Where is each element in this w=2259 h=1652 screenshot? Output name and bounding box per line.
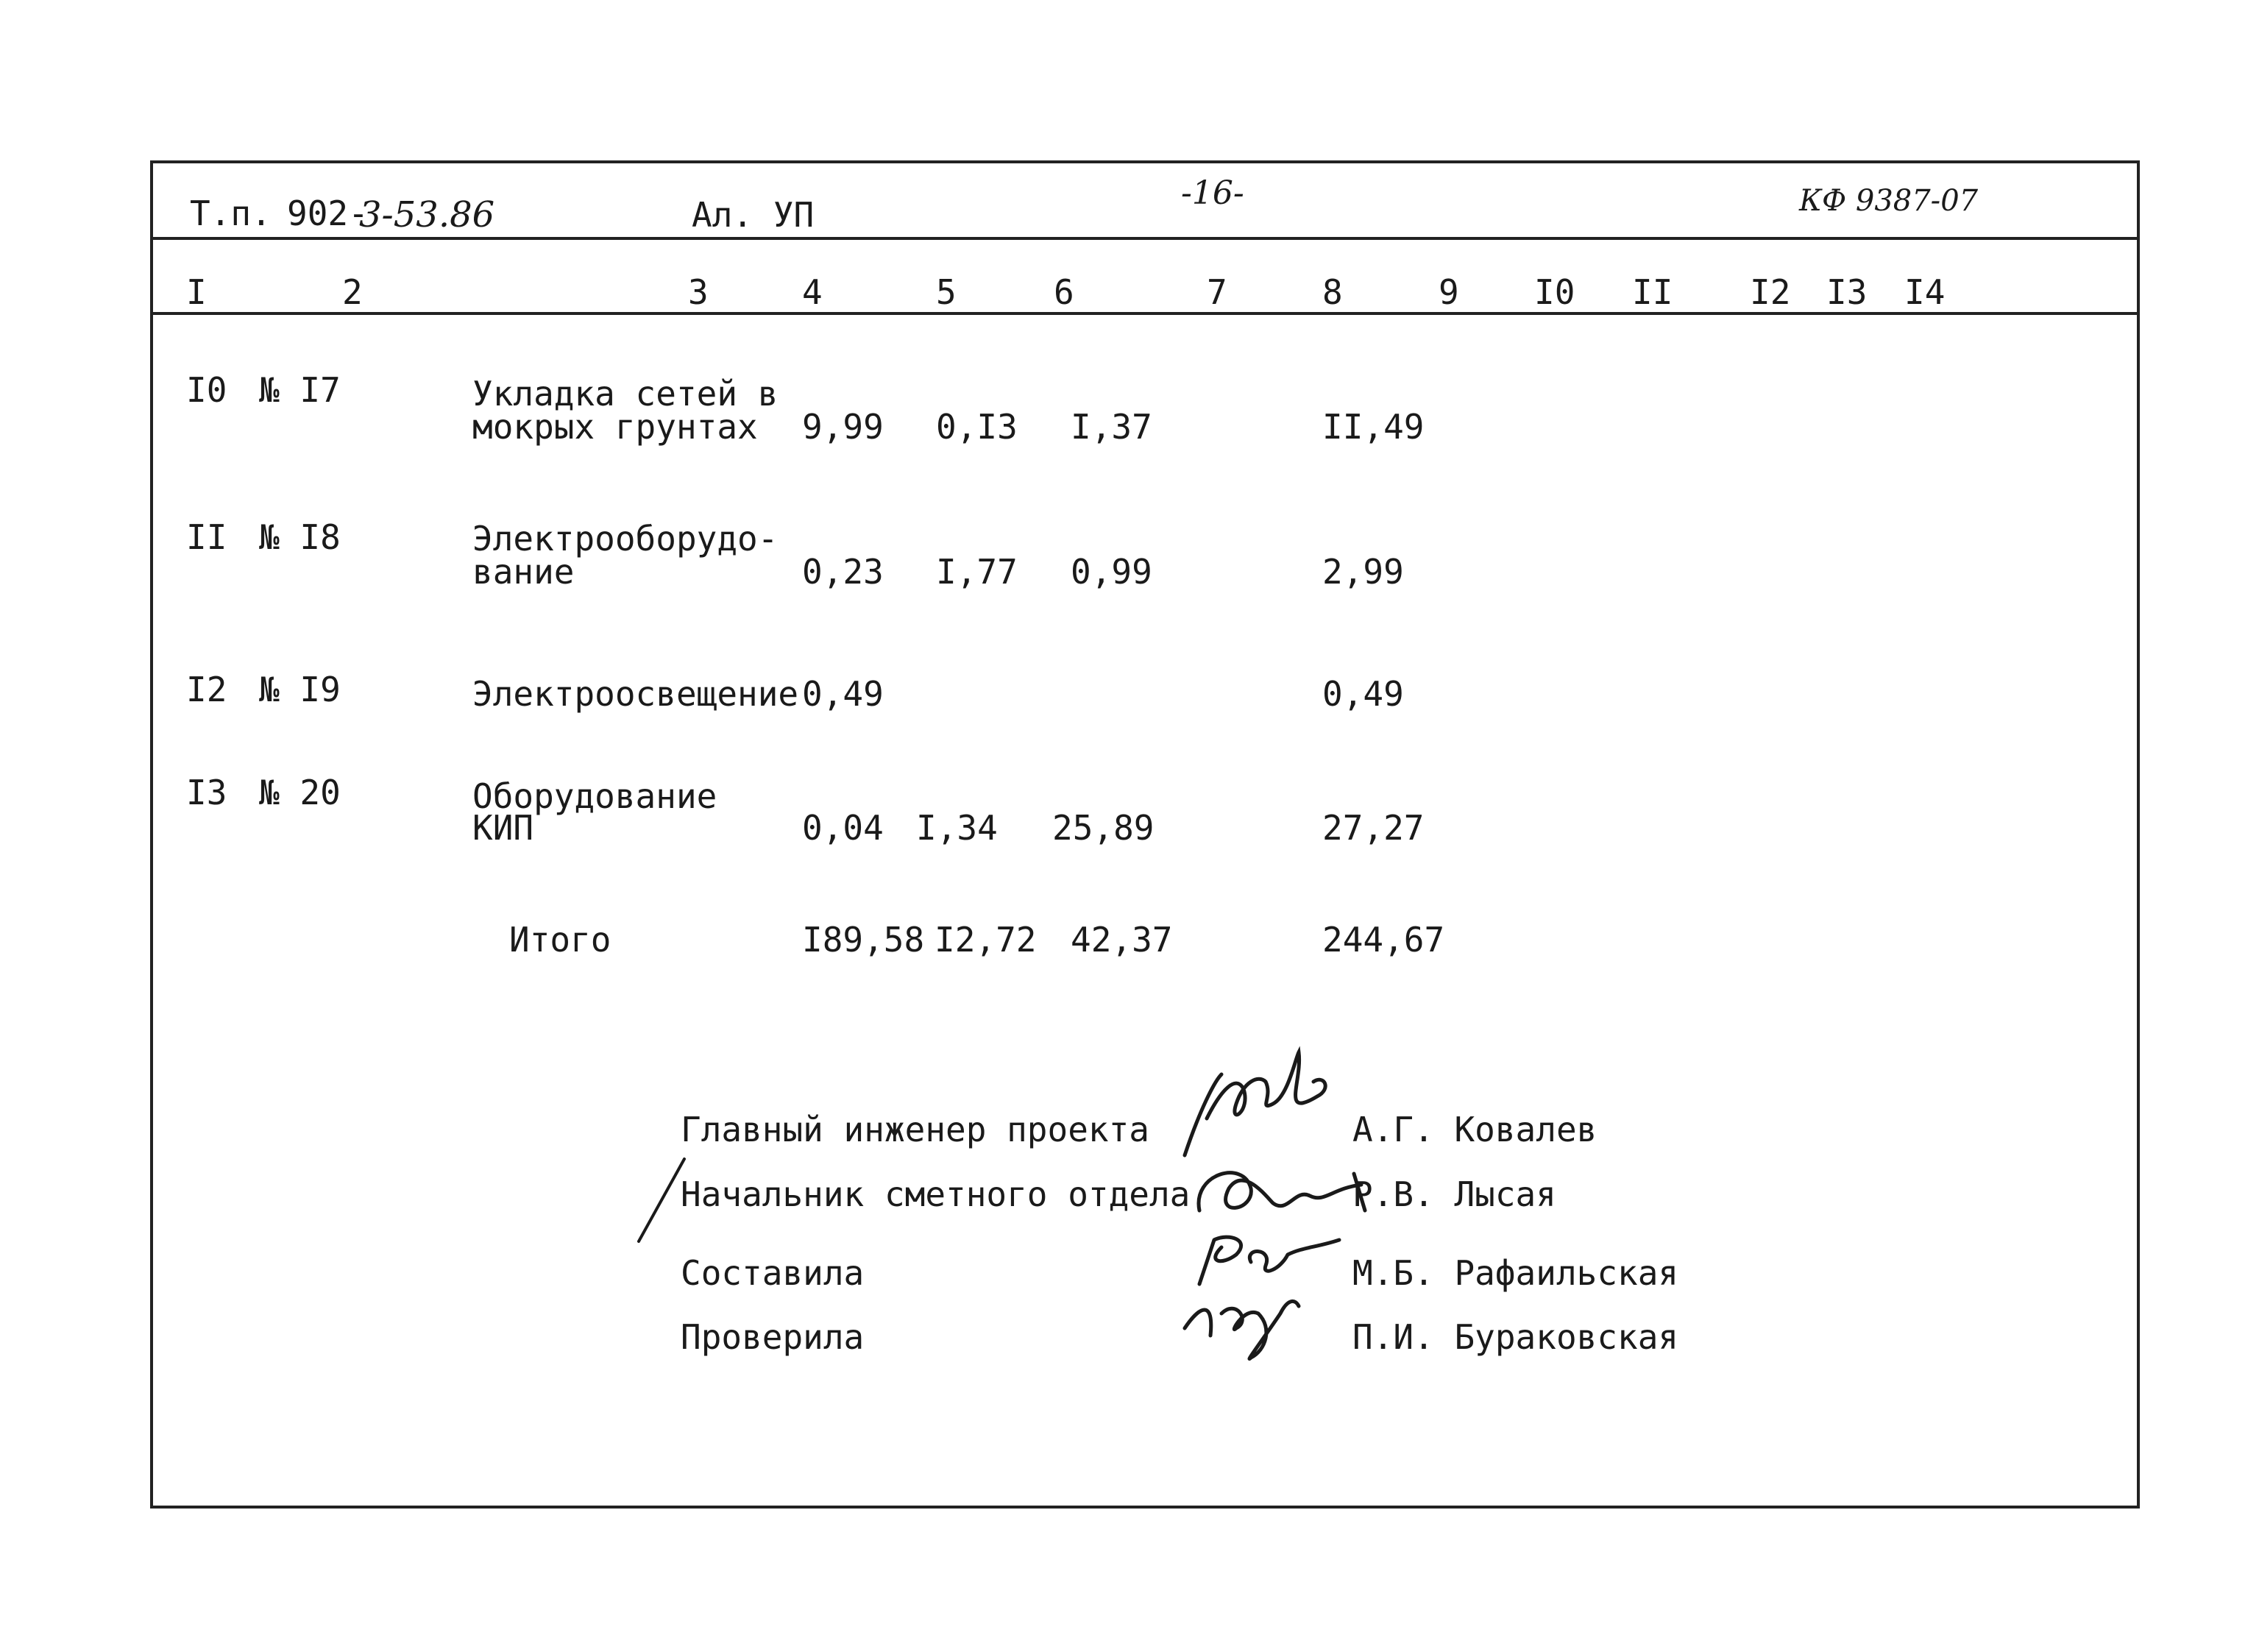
project-number-handwritten: 3-53.86 <box>359 194 495 235</box>
col-6: 6 <box>1054 272 1074 312</box>
table-row-c5: 0,I3 <box>936 407 1018 447</box>
table-row-c6: I,37 <box>1071 407 1152 447</box>
col-12: I2 <box>1750 272 1791 312</box>
table-row-name: Электрооборудо- <box>472 519 779 559</box>
signature-role: Главный инженер проекта <box>681 1110 1149 1149</box>
handwritten-signature-2 <box>1185 1144 1376 1233</box>
col-3: 3 <box>688 272 709 312</box>
table-row-name-cont: вание <box>472 552 575 592</box>
table-row-c8: 27,27 <box>1322 808 1425 848</box>
table-row-name: Укладка сетей в <box>472 374 779 414</box>
table-row-ref: № I8 <box>259 517 341 557</box>
header-divider <box>153 237 2140 240</box>
table-row-c4: 0,49 <box>802 674 884 714</box>
signature-person: А.Г. Ковалев <box>1352 1110 1597 1149</box>
table-row-name: Оборудование <box>472 776 717 816</box>
margin-slash-mark <box>633 1152 692 1247</box>
table-row-name-cont: мокрых грунтах <box>472 407 758 447</box>
total-c4: I89,58 <box>802 920 925 960</box>
table-row-c6: 0,99 <box>1071 552 1152 592</box>
table-row-c6: 25,89 <box>1052 808 1155 848</box>
table-row-name-cont: КИП <box>472 808 534 848</box>
signature-role: Проверила <box>681 1317 865 1357</box>
table-row-name: Электроосвещение <box>472 674 799 714</box>
table-row-c8: II,49 <box>1322 407 1425 447</box>
column-header-divider <box>153 312 2140 315</box>
table-row-num: II <box>186 517 227 557</box>
col-1: I <box>186 272 207 312</box>
col-13: I3 <box>1826 272 1868 312</box>
total-c6: 42,37 <box>1071 920 1173 960</box>
table-row-c4: 0,23 <box>802 552 884 592</box>
col-10: I0 <box>1534 272 1575 312</box>
table-row-ref: № I7 <box>259 370 341 410</box>
col-5: 5 <box>936 272 957 312</box>
table-row-num: I2 <box>186 670 227 709</box>
table-row-ref: № 20 <box>259 773 341 812</box>
col-4: 4 <box>802 272 823 312</box>
table-row-c5: I,34 <box>916 808 998 848</box>
document-code: КФ 9387-07 <box>1799 184 1979 218</box>
tp-label: Т.п. <box>190 194 272 233</box>
table-row-c8: 2,99 <box>1322 552 1404 592</box>
table-row-c8: 0,49 <box>1322 674 1404 714</box>
col-11: II <box>1632 272 1673 312</box>
table-row-c4: 9,99 <box>802 407 884 447</box>
signature-person: П.И. Бураковская <box>1352 1317 1679 1357</box>
handwritten-signature-3 <box>1170 1225 1361 1372</box>
table-row-num: I3 <box>186 773 227 812</box>
col-7: 7 <box>1207 272 1227 312</box>
col-9: 9 <box>1439 272 1459 312</box>
signature-person: М.Б. Рафаильская <box>1352 1253 1679 1293</box>
table-row-ref: № I9 <box>259 670 341 709</box>
signature-person: Р.В. Лысая <box>1352 1174 1556 1214</box>
table-row-c4: 0,04 <box>802 808 884 848</box>
signature-role: Начальник сметного отдела <box>681 1174 1191 1214</box>
album-label: Ал. УП <box>692 195 815 235</box>
col-14: I4 <box>1904 272 1946 312</box>
col-8: 8 <box>1322 272 1343 312</box>
col-2: 2 <box>342 272 363 312</box>
total-c8: 244,67 <box>1322 920 1445 960</box>
project-number: 902- <box>287 194 369 233</box>
signature-role: Составила <box>681 1253 865 1293</box>
total-label: Итого <box>509 920 611 960</box>
table-row-c5: I,77 <box>936 552 1018 592</box>
page-number: -16- <box>1181 174 1244 212</box>
total-c5: I2,72 <box>935 920 1037 960</box>
table-row-num: I0 <box>186 370 227 410</box>
